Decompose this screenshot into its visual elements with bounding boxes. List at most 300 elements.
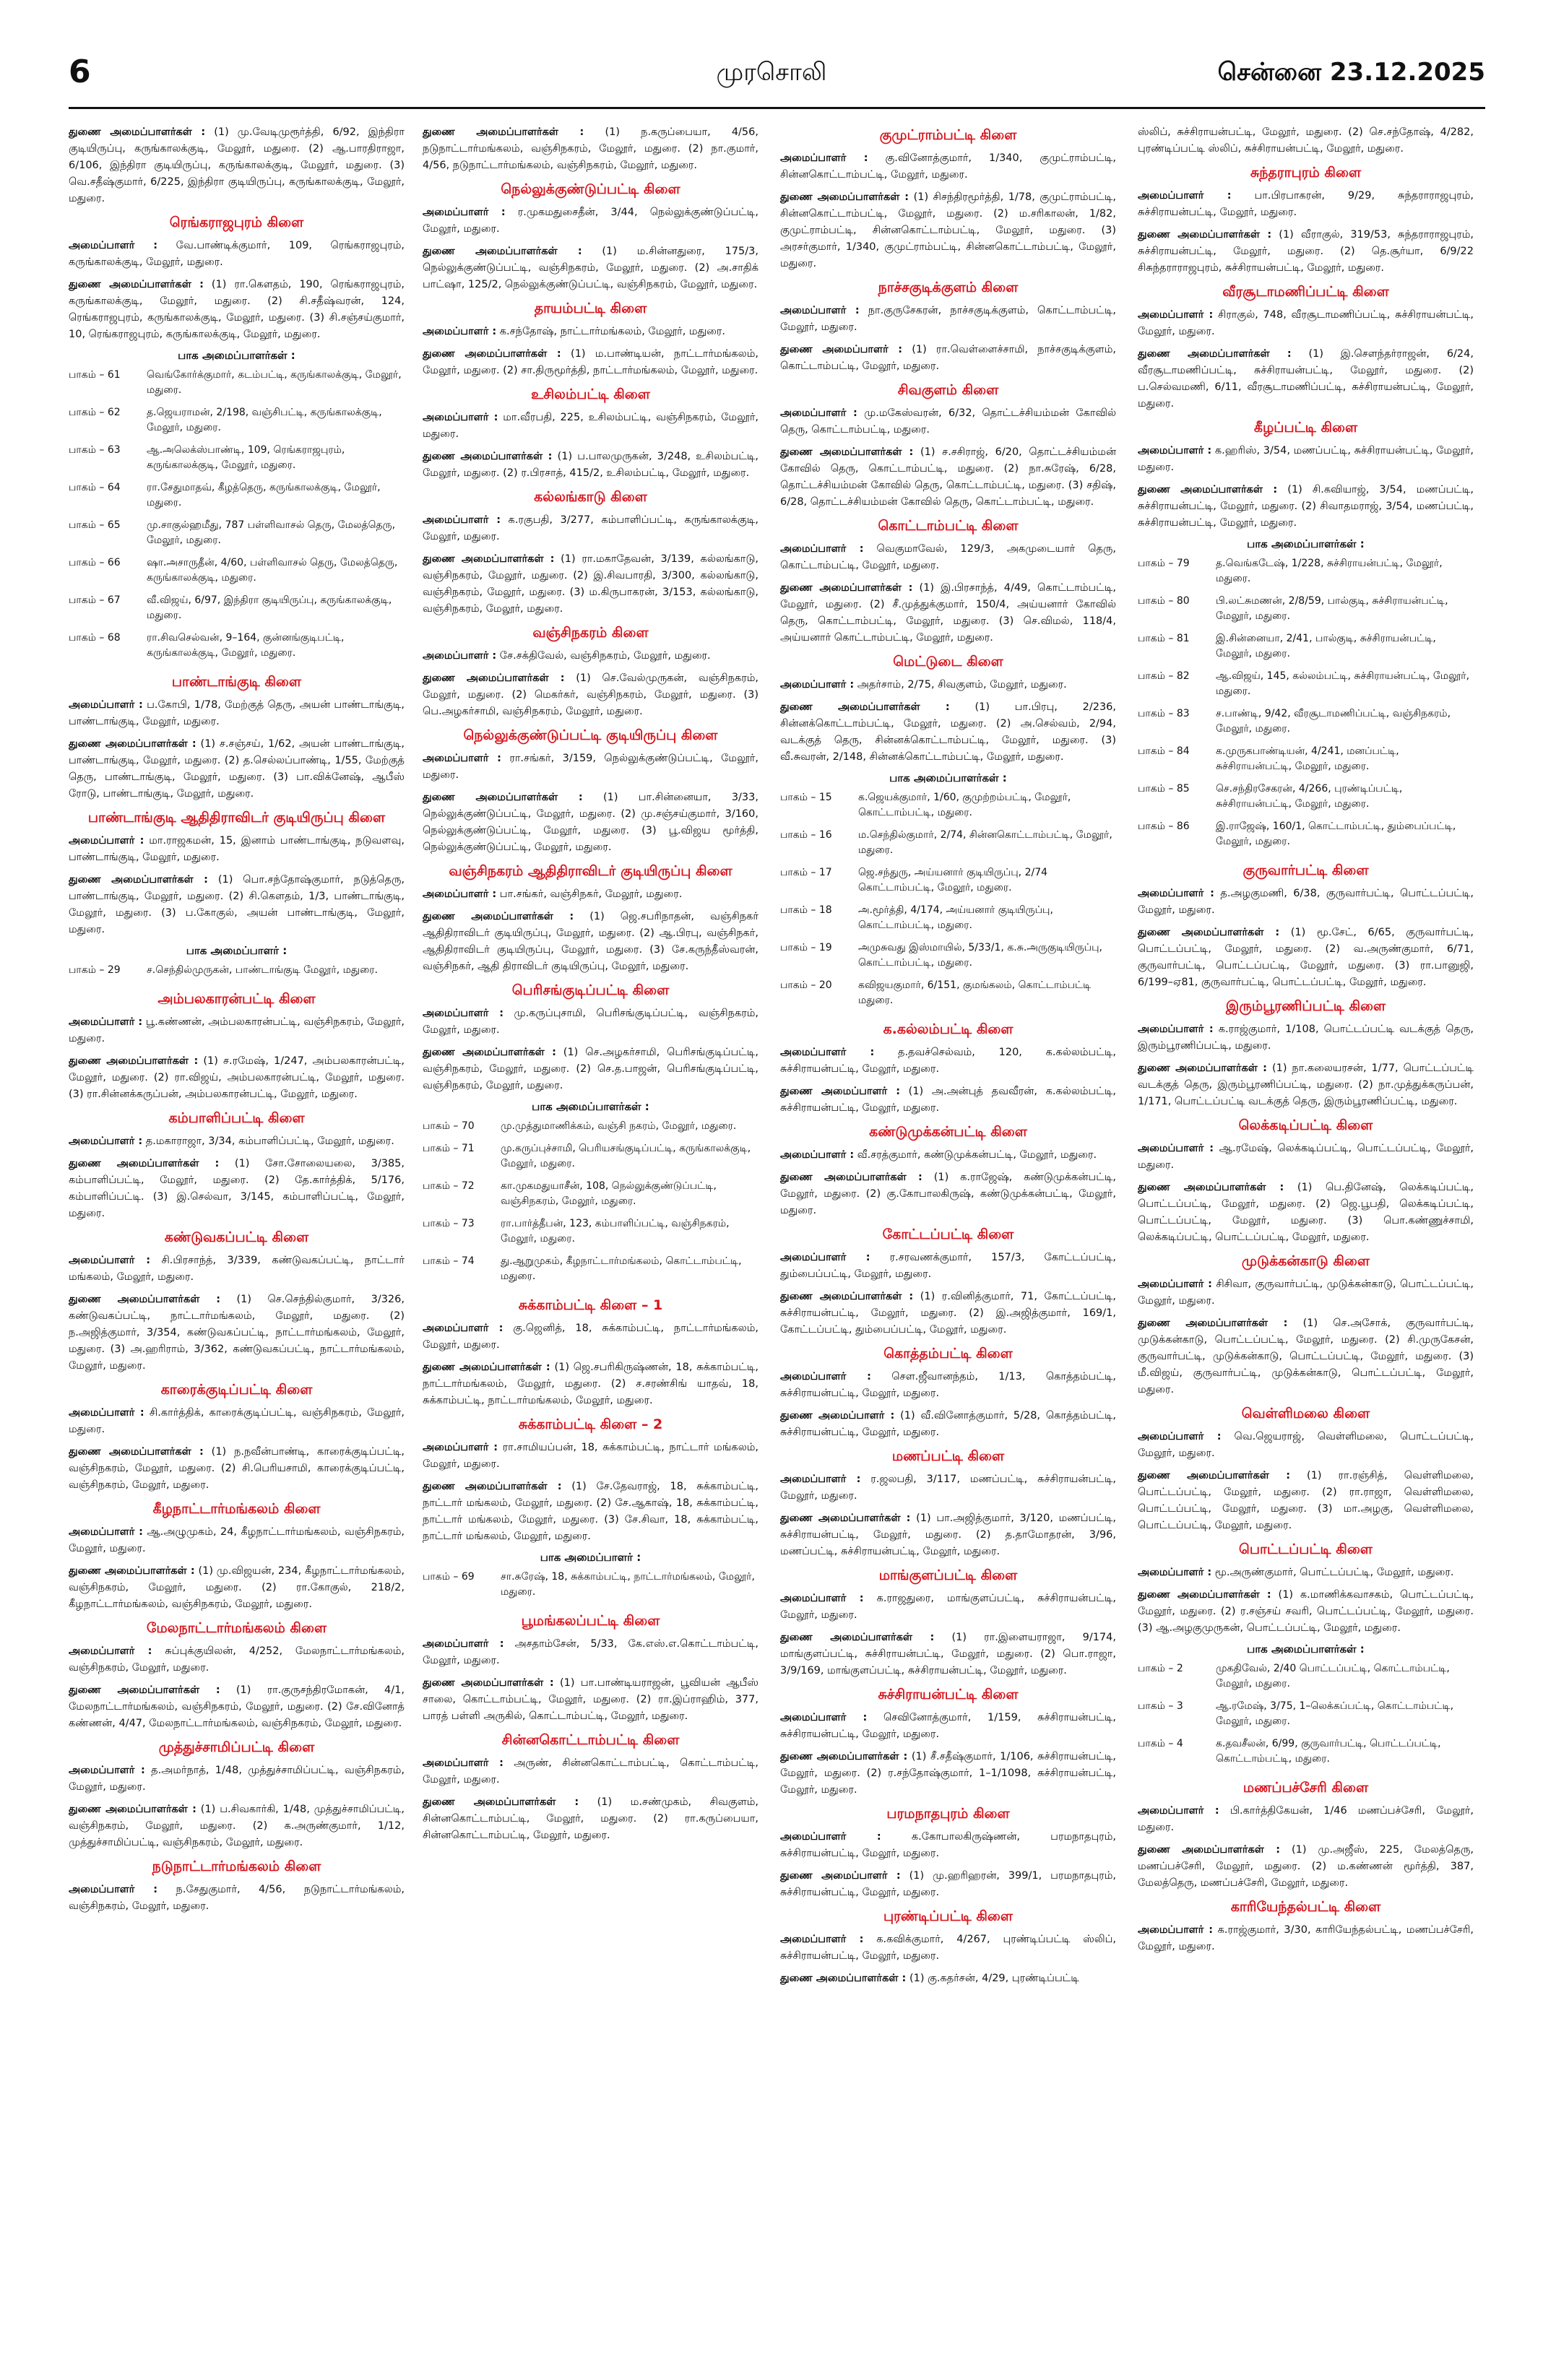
role-label: அமைப்பாளர் :	[423, 753, 501, 764]
office-bearer-entry	[1138, 1468, 1474, 1534]
names-text: (1) க.ராஜேஷ், கண்டுமுக்கன்பட்டி, மேலூர், மதுரை. (2) கு.கோபாலகிருஷ், கண்டுமுக்கன்பட்டி, மேலூர், மதுரை.	[780, 1172, 1116, 1216]
branch-section	[69, 1619, 405, 1732]
role-label: துணை அமைப்பாளர்கள் :	[69, 1804, 196, 1815]
names-text: சே.சக்திவேல், வஞ்சிநகரம், மேலூர், மதுரை.	[499, 650, 711, 662]
names-text: (1) செ.வேல்முருகன், வஞ்சிநகரம், மேலூர், மதுரை. (2) மெகர்கர், வஞ்சிநகரம், மேலூர், மதுரை. (3) பெ.அழகர்சாமி, வஞ்சிநகரம், மேலூர், மதுரை.	[423, 672, 758, 717]
office-bearer-entry	[780, 1591, 1116, 1624]
role-label: அமைப்பாளர் :	[780, 1831, 881, 1843]
role-label: துணை அமைப்பாளர்கள் :	[780, 191, 909, 203]
branch-title: காரியேந்தல்பட்டி கிளை	[1230, 1899, 1381, 1915]
office-bearer-entry	[423, 648, 758, 665]
part-number: பாகம் – 16	[780, 829, 832, 841]
part-number: பாகம் – 61	[69, 369, 121, 381]
office-bearer-entry	[423, 1479, 758, 1545]
role-label: துணை அமைப்பாளர்கள் :	[423, 451, 553, 462]
office-bearer-entry	[69, 1563, 405, 1613]
part-number: பாகம் – 4	[1138, 1738, 1183, 1749]
office-bearer-entry	[1138, 1565, 1474, 1581]
branch-title: சுச்சிராயன்பட்டி கிளை	[878, 1687, 1019, 1702]
names-text: (1) ப.பாலமுருகன், 3/248, உசிலம்பட்டி, மேலூர், மதுரை. (2) ர.பிரசாத், 415/2, உசிலம்பட்டி, மேலூர், மதுரை.	[423, 451, 758, 479]
part-number: பாகம் – 66	[69, 557, 121, 568]
branch-title: முத்துச்சாமிப்பட்டி கிளை	[158, 1739, 315, 1755]
role-label: துணை அமைப்பாளர்கள் :	[69, 874, 208, 886]
branch-title: உசிலம்பட்டி கிளை	[531, 386, 650, 402]
role-label: அமைப்பாளர் :	[423, 326, 497, 337]
branch-section	[1138, 861, 1474, 991]
role-label: துணை அமைப்பாளர்கள் :	[423, 246, 582, 257]
branch-section	[1138, 1778, 1474, 1892]
names-text: வெ.ஜெயராஜ், வெள்ளிமலை, பொட்டப்பட்டி, மேலூர், மதுரை.	[1138, 1431, 1474, 1459]
part-number: பாகம் – 29	[69, 964, 121, 976]
office-bearer-entry	[69, 1291, 405, 1375]
branch-section	[423, 862, 758, 975]
part-number: பாகம் – 84	[1138, 745, 1190, 757]
office-bearer-entry	[423, 909, 758, 975]
names-text: (1) அ.அன்புத் தவவீரன், க.கல்லம்பட்டி, சுச்சிராயன்பட்டி, மேலூர், மதுரை.	[780, 1086, 1116, 1114]
names-text: (1) ரா.மகாதேவன், 3/139, கல்லங்காடு, வஞ்சிநகரம், மேலூர், மதுரை. (2) இ.சிவபாரதி, 3/300, கல்லங்காடு, வஞ்சிநகரம், மேலூர், மதுரை. (3) ம.கிருபாகரன், 3/153, கல்லங்காடு, வஞ்சிநகரம், மேலூர், மதுரை.	[423, 553, 758, 615]
office-bearer-entry	[780, 1868, 1116, 1901]
role-label: துணை அமைப்பாளர்கள் :	[1138, 1182, 1284, 1193]
office-bearer-entry	[780, 303, 1116, 336]
parts-heading: பாக அமைப்பாளர்கள் :	[178, 349, 295, 362]
role-label: துணை அமைப்பாளர்கள் :	[69, 1684, 220, 1696]
office-bearer-entry	[423, 1320, 758, 1354]
office-bearer-entry	[69, 736, 405, 802]
office-bearer-entry	[1138, 1021, 1474, 1055]
names-text: மு.கருப்புசாமி, பெரிசங்குடிப்பட்டி, வஞ்சிநகரம், மேலூர், மதுரை.	[423, 1008, 758, 1036]
names-text: (1) மு.அஜீஸ், 225, மேலத்தெரு, மணப்பச்சேரி, மேலூர், மதுரை. (2) ம.கண்ணன் மூர்த்தி, 387, மேலத்தெரு, மணப்பச்சேரி, மேலூர், மதுரை.	[1138, 1844, 1474, 1889]
part-number: பாகம் – 81	[1138, 633, 1190, 644]
part-number: பாகம் – 19	[780, 942, 832, 953]
role-label: அமைப்பாளர் :	[69, 1526, 143, 1538]
parts-row	[780, 865, 1116, 903]
branch-section	[1138, 1116, 1474, 1246]
role-label: அமைப்பாளர் :	[780, 1593, 864, 1604]
names-text: பூ.கண்ணன், அம்பலகாரன்பட்டி, வஞ்சிநகரம், மேலூர், மதுரை.	[69, 1016, 405, 1044]
role-label: துணை அமைப்பாளர்கள் :	[423, 1481, 562, 1492]
role-label: அமைப்பாளர் :	[1138, 445, 1212, 456]
part-coordinator: ம.செந்தில்குமார், 2/74, சின்னகொட்டாம்பட்டி, மேலூர், மதுரை.	[858, 829, 1112, 856]
branch-section	[69, 1738, 405, 1851]
role-label: அமைப்பாளர் :	[780, 152, 868, 164]
names-text: செவினோத்குமார், 1/159, சுச்சிராயன்பட்டி, சுச்சிராயன்பட்டி, மேலூர், மதுரை.	[780, 1712, 1116, 1740]
names-text: (1) மு.விஜயன், 234, கீழநாட்டார்மங்கலம், வஞ்சிநகரம், மேலூர், மதுரை. (2) ரா.கோகுல், 218/2, கீழநாட்டார்மங்கலம், வஞ்சிநகரம், மேலூர், மதுரை.	[69, 1565, 405, 1610]
branch-title: நெல்லுக்குண்டுப்பட்டி குடியிருப்பு கிளை	[463, 727, 718, 743]
office-bearer-entry	[780, 1471, 1116, 1505]
names-text: (1) ம.சண்முகம், சிவகுளம், சின்னகொட்டாம்பட்டி, மேலூர், மதுரை. (2) ரா.கருப்பையா, சின்னகொட்டாம்பட்டி, மேலூர், மதுரை.	[423, 1796, 758, 1841]
branch-section	[423, 623, 758, 720]
office-bearer-entry	[423, 1044, 758, 1094]
branch-section	[780, 1907, 1116, 1987]
branch-title: பொட்டப்பட்டி கிளை	[1239, 1541, 1373, 1557]
role-label: துணை அமைப்பாளர்கள் :	[780, 1291, 914, 1302]
office-bearer-entry	[423, 551, 758, 618]
office-bearer-entry	[780, 1408, 1116, 1441]
role-label: அமைப்பாளர் :	[69, 835, 144, 847]
branch-section	[780, 1020, 1116, 1117]
names-text: மா.வீரபதி, 225, உசிலம்பட்டி, வஞ்சிநகரம், மேலூர், மதுரை.	[423, 412, 758, 440]
role-label: அமைப்பாளர் :	[1138, 888, 1214, 899]
office-bearer-entry	[69, 1801, 405, 1851]
part-number: பாகம் – 83	[1138, 708, 1190, 719]
branch-section	[423, 1611, 758, 1725]
office-bearer-entry	[1138, 1315, 1474, 1398]
parts-row	[1138, 631, 1474, 669]
branch-section	[1138, 282, 1474, 412]
names-text: (1) ரா.வெள்ளைச்சாமி, நாச்சகுடிக்குளம், கொட்டாம்பட்டி, மேலூர், மதுரை.	[780, 344, 1116, 372]
branch-title: குமுட்ராம்பட்டி கிளை	[879, 127, 1017, 143]
branch-section	[423, 981, 758, 1291]
names-text: சுப்புக்குயிலன், 4/252, மேலநாட்டார்மங்கலம், வஞ்சிநகரம், மேலூர், மதுரை.	[69, 1645, 405, 1674]
role-label: அமைப்பாளர் :	[1138, 1278, 1212, 1290]
names-text: (1) கு.கதர்சன், 4/29, புரண்டிப்பட்டி	[909, 1973, 1079, 1984]
office-bearer-entry	[780, 189, 1116, 272]
branch-section	[780, 1566, 1116, 1679]
part-coordinator: இ.ராஜேஷ், 160/1, கொட்டாம்பட்டி, தும்பைப்பட்டி, மேலூர், மதுரை.	[1216, 821, 1456, 847]
branch-title: வஞ்சிநகரம் கிளை	[532, 625, 649, 641]
role-label: அமைப்பாளர் :	[423, 514, 501, 526]
names-text: ர.முகமதுசைதீன், 3/44, நெல்லுக்குண்டுப்பட்டி, மேலூர், மதுரை.	[423, 207, 758, 235]
names-text: (1) செ.அழகர்சாமி, பெரிசங்குடிப்பட்டி, வஞ்சிநகரம், மேலூர், மதுரை. (2) செ.த.பாஜன், பெரிசங்குடிப்பட்டி, வஞ்சிநகரம், மேலூர், மதுரை.	[423, 1047, 758, 1091]
part-number: பாகம் – 63	[69, 444, 121, 456]
names-text: (1) பா.பாண்டியராஜன், பூவியன் ஆபீஸ் சாலை, கொட்டாம்பட்டி, மேலூர், மதுரை. (2) ரா.இப்ராஹிம், 377, பாரத் பள்ளி அருகில், கொட்டாம்பட்டி, மேலூர், மதுரை.	[423, 1677, 758, 1722]
names-text: சிசிவா, குருவார்பட்டி, முடுக்கன்காடு, பொட்டப்பட்டி, மேலூர், மதுரை.	[1138, 1278, 1474, 1307]
names-text: அதர்சாம், 2/75, சிவகுளம், மேலூர், மதுரை.	[857, 679, 1067, 691]
role-label: துணை அமைப்பாளர்கள் :	[69, 279, 204, 290]
names-text: மூ.அருண்குமார், பொட்டப்பட்டி, மேலூர், மதுரை.	[1214, 1567, 1454, 1578]
branch-title: வீரசூடாமணிப்பட்டி கிளை	[1222, 284, 1389, 300]
branch-section	[780, 1685, 1116, 1799]
role-label: துணை அமைப்பாளர்கள் :	[423, 911, 574, 922]
column-3	[780, 124, 1116, 2363]
office-bearer-entry	[69, 277, 405, 343]
names-text: பா.சங்கர், வஞ்சிநகர், மேலூர், மதுரை.	[499, 888, 683, 900]
office-bearer-entry	[780, 444, 1116, 511]
office-bearer-entry	[423, 1794, 758, 1844]
names-text: ப.கோபி, 1/78, மேற்குத் தெரு, அயன் பாண்டாங்குடி, பாண்டாங்குடி, மேலூர், மதுரை.	[69, 699, 405, 727]
office-bearer-entry	[780, 1829, 1116, 1862]
parts-row	[780, 828, 1116, 865]
branch-section	[1138, 1404, 1474, 1534]
office-bearer-entry	[1138, 1429, 1474, 1462]
parts-row	[780, 978, 1116, 1016]
branch-section	[780, 381, 1116, 511]
branch-title: சிவகுளம் கிளை	[897, 382, 999, 398]
names-text: (1) ச.சஞ்சய், 1/62, அயன் பாண்டாங்குடி, பாண்டாங்குடி, மேலூர், மதுரை. (2) த.செல்லப்பாண்டி, 1/55, மேற்குத் தெரு, பாண்டாங்குடி, மேலூர், மதுரை. (3) பா.விக்னேஷ், ஆபீஸ் ரோடு, பாண்டாங்குடி, மேலூர், மதுரை.	[69, 738, 405, 800]
part-coordinator: க.தவசீலன், 6/99, குருவார்பட்டி, பொட்டப்பட்டி, கொட்டாம்பட்டி, மதுரை.	[1216, 1738, 1441, 1765]
office-bearer-entry	[423, 1636, 758, 1669]
role-label: துணை அமைப்பாளர்கள் :	[423, 1047, 556, 1058]
office-bearer-entry	[780, 342, 1116, 375]
role-label: அமைப்பாளர் :	[423, 1638, 504, 1650]
parts-row	[69, 963, 405, 985]
branch-title: கண்டுவகப்பட்டி கிளை	[164, 1229, 309, 1245]
names-text: (1) ரா.ரஞ்சித், வெள்ளிமலை, பொட்டப்பட்டி, மேலூர், மதுரை. (2) ரா.ராஜா, வெள்ளிமலை, பொட்டப்பட்டி, மேலூர், மதுரை. (3) மா.அழகு, வெள்ளிமலை, பொட்டப்பட்டி, மேலூர், மதுரை.	[1138, 1470, 1474, 1531]
parts-row	[423, 1141, 758, 1179]
branch-title: நெல்லுக்குண்டுப்பட்டி கிளை	[501, 181, 680, 197]
part-coordinator: செ.சந்திரசேகரன், 4/266, புரண்டிப்பட்டி, சுச்சிராயன்பட்டி, மேலூர், மதுரை.	[1216, 783, 1403, 810]
column-2	[423, 124, 758, 2363]
role-label: துணை அமைப்பாளர்கள் :	[780, 701, 950, 713]
branch-title: நாச்சகுடிக்குளம் கிளை	[878, 280, 1019, 295]
parts-row	[1138, 669, 1474, 706]
office-bearer-entry	[1138, 1180, 1474, 1246]
parts-row	[780, 903, 1116, 940]
part-coordinator: மு.கருப்புச்சாமி, பெரியசங்குடிப்பட்டி, கருங்காலக்குடி, மேலூர், மதுரை.	[501, 1143, 751, 1169]
names-text: (1) வீராகுல், 319/53, சுந்தராராஜபுரம், சுச்சிராயன்பட்டி, மேலூர், மதுரை. (2) தெ.சூர்யா, 6/9/22 சிசுந்தராராஜபுரம், சுச்சிராயன்பட்டி, மேலூர், மதுரை.	[1138, 229, 1474, 274]
role-label: அமைப்பாளர் :	[780, 407, 857, 419]
office-bearer-entry	[1138, 1803, 1474, 1836]
branch-section	[1138, 124, 1474, 157]
role-label: துணை அமைப்பாளர்கள் :	[1138, 1844, 1281, 1856]
role-label: அமைப்பாளர் :	[69, 1255, 150, 1266]
branch-section	[780, 1447, 1116, 1560]
names-text: வே.பாண்டிக்குமார், 109, ரெங்கராஜபுரம், கருங்காலக்குடி, மேலூர், மதுரை.	[69, 240, 405, 268]
part-coordinator: க.ஜெயக்குமார், 1/60, குமுற்றம்பட்டி, மேலூர், கொட்டாம்பட்டி, மதுரை.	[858, 792, 1071, 818]
office-bearer-entry	[423, 789, 758, 856]
city-date: சென்னை 23.12.2025	[1217, 58, 1485, 87]
names-text: அருண், சின்னகொட்டாம்பட்டி, கொட்டாம்பட்டி, மேலூர், மதுரை.	[423, 1757, 758, 1786]
names-text: ஆ.அழுமுகம், 24, கீழநாட்டார்மங்கலம், வஞ்சிநகரம், மேலூர், மதுரை.	[69, 1526, 405, 1554]
role-label: துணை அமைப்பாளர்கள் :	[1138, 1063, 1267, 1074]
names-text: (1) வீ.வினோத்குமார், 5/28, கொத்தம்பட்டி, சுச்சிராயன்பட்டி, மேலூர், மதுரை.	[780, 1410, 1116, 1438]
part-coordinator: ச.செந்தில்முருகன், பாண்டாங்குடி மேலூர், மதுரை.	[147, 964, 378, 976]
part-coordinator: மு.முத்துமாணிக்கம், வஞ்சி நகரம், மேலூர், மதுரை.	[501, 1120, 737, 1132]
role-label: அமைப்பாளர் :	[423, 207, 506, 218]
role-label: துணை அமைப்பாளர்கள் :	[1138, 1317, 1288, 1329]
branch-title: கீழநாட்டார்மங்கலம் கிளை	[152, 1501, 321, 1517]
branch-title: வஞ்சிநகரம் ஆதிதிராவிடர் குடியிருப்பு கிளை	[449, 863, 732, 879]
branch-section	[1138, 1540, 1474, 1774]
masthead	[0, 0, 1543, 101]
role-label: துணை அமைப்பாளர்கள் :	[69, 1055, 199, 1067]
part-number: பாகம் – 82	[1138, 670, 1190, 682]
branch-title: சின்னகொட்டாம்பட்டி கிளை	[501, 1732, 680, 1748]
branch-section	[780, 1804, 1116, 1901]
branch-title: தாயம்பட்டி கிளை	[534, 300, 647, 316]
role-label: அமைப்பாளர் :	[780, 1934, 864, 1945]
part-coordinator: இ.சின்னையா, 2/41, பால்குடி, சுச்சிராயன்பட்டி, மேலூர், மதுரை.	[1216, 633, 1436, 659]
names-text: (1) மு.வேடிமுரூர்த்தி, 6/92, இந்திரா குடியிருப்பு, கருங்காலக்குடி, மேலூர், மதுரை. (2) ஆ.பாரதிராஜா, 6/106, இந்திரா குடியிருப்பு, கருங்காலக்குடி, மேலூர், மதுரை. (3) வெ.சதீஷ்குமார், 6/225, இந்திரா குடியிருப்பு, கருங்காலக்குடி, மேலூர், மதுரை.	[69, 126, 405, 204]
office-bearer-entry	[69, 124, 405, 207]
office-bearer-entry	[423, 1359, 758, 1409]
branch-section	[1138, 418, 1474, 857]
part-number: பாகம் – 79	[1138, 558, 1190, 569]
names-text: வெகுமாவேல், 129/3, அகமுடையார் தெரு, கொட்டாம்பட்டி, மேலூர், மதுரை.	[780, 543, 1116, 571]
role-label: துணை அமைப்பாளர்கள் :	[69, 1158, 220, 1169]
branch-title: புரண்டிப்பட்டி கிளை	[883, 1908, 1013, 1924]
names-text: சி.பிரசாந்த், 3/339, கண்டுவகப்பட்டி, நாட்டார் மங்கலம், மேலூர், மதுரை.	[69, 1255, 405, 1283]
role-label: அமைப்பாளர் :	[780, 1252, 870, 1263]
branch-title: பூமங்கலப்பட்டி கிளை	[521, 1613, 660, 1629]
branch-section	[780, 1225, 1116, 1338]
names-text: (1) பொ.சந்தோஷ்குமார், நடுத்தெரு, பாண்டாங்குடி, மேலூர், மதுரை. (2) சி.கௌதம், 1/3, பாண்டாங்குடி, மேலூர், மதுரை. (3) ப.கோகுல், அயன் பாண்டாங்குடி, மேலூர், மதுரை.	[69, 874, 405, 935]
branch-title: சுக்காம்பட்டி கிளை – 2	[518, 1416, 663, 1432]
part-coordinator: ஜெ.சந்துரு, அய்யனார் குடியிருப்பு, 2/74 கொட்டாம்பட்டி, மேலூர், மதுரை.	[858, 867, 1048, 893]
office-bearer-entry	[423, 204, 758, 238]
names-text: (1) ச.சசிராஜ், 6/20, தொட்டச்சியம்மன் கோவில் தெரு, கொட்டாம்பட்டி, மதுரை. (2) நா.சுரேஷ், 6/28, தொட்டச்சியம்மன் கோவில் தெரு, கொட்டாம்பட்டி, மதுரை. (3) சதிஷ், 6/28, தொட்டச்சியம்மன் கோவில் தெரு, கொட்டாம்பட்டி, மதுரை.	[780, 446, 1116, 508]
role-label: அமைப்பாளர் :	[1138, 1143, 1214, 1154]
office-bearer-entry	[69, 833, 405, 866]
role-label: அமைப்பாளர் :	[69, 699, 143, 711]
branch-section	[780, 126, 1116, 272]
names-text: க.கோபாலகிருஷ்ணன், பரமநாதபுரம், சுச்சிராயன்பட்டி, மேலூர், மதுரை.	[780, 1831, 1116, 1859]
names-text: த.தவச்செல்வம், 120, க.கல்லம்பட்டி, சுச்சிராயன்பட்டி, மேலூர், மதுரை.	[780, 1047, 1116, 1075]
office-bearer-entry	[423, 886, 758, 903]
names-text: (1) மு.ஹரிஹரன், 399/1, பரமநாதபுரம், சுச்சிராயன்பட்டி, மேலூர், மதுரை.	[780, 1870, 1116, 1898]
names-text: ஆ.ரமேஷ், லெக்கடிப்பட்டி, பொட்டப்பட்டி, மேலூர், மதுரை.	[1138, 1143, 1474, 1171]
office-bearer-entry	[780, 405, 1116, 438]
parts-row	[69, 555, 405, 593]
names-text: ஸ்லிப், சுச்சிராயன்பட்டி, மேலூர், மதுரை. (2) செ.சந்தோஷ், 4/282, புரண்டிப்பட்டி ஸ்லிப், சுச்சிராயன்பட்டி, மேலூர், மதுரை.	[1138, 126, 1474, 155]
office-bearer-entry	[423, 1005, 758, 1039]
office-bearer-entry	[69, 697, 405, 730]
part-number: பாகம் – 71	[423, 1143, 475, 1154]
parts-heading: பாக அமைப்பாளர் :	[540, 1551, 641, 1564]
role-label: துணை அமைப்பாளர்கள் :	[780, 1513, 911, 1524]
role-label: துணை அமைப்பாளர்கள் :	[423, 672, 565, 684]
column-1	[69, 124, 405, 2363]
part-coordinator: பி.லட்சுமணன், 2/8/59, பால்குடி, சுச்சிராயன்பட்டி, மேலூர், மதுரை.	[1216, 595, 1448, 622]
parts-row	[69, 518, 405, 555]
branch-title: கண்டுமுக்கன்பட்டி கிளை	[869, 1124, 1027, 1140]
names-text: க.ரகுபதி, 3/277, கம்பாளிப்பட்டி, கருங்காலக்குடி, மேலூர், மதுரை.	[423, 514, 758, 542]
office-bearer-entry	[780, 1147, 1116, 1164]
office-bearer-entry	[780, 1169, 1116, 1219]
branch-section	[423, 1731, 758, 1844]
parts-row	[1138, 1661, 1474, 1699]
office-bearer-entry	[780, 1970, 1116, 1987]
role-label: அமைப்பாளர் :	[780, 1371, 871, 1382]
role-label: அமைப்பாளர் :	[423, 650, 497, 662]
branch-section	[780, 278, 1116, 375]
role-label: அமைப்பாளர் :	[423, 1008, 504, 1019]
parts-table	[69, 368, 405, 668]
part-number: பாகம் – 17	[780, 867, 832, 878]
branch-section	[69, 124, 405, 207]
branch-title: பெரிசங்குடிப்பட்டி கிளை	[511, 982, 670, 998]
parts-row	[1138, 556, 1474, 594]
branch-title: க.கல்லம்பட்டி கிளை	[883, 1021, 1013, 1037]
office-bearer-entry	[1138, 886, 1474, 919]
header-rule	[69, 107, 1485, 109]
office-bearer-entry	[69, 1643, 405, 1676]
part-coordinator: ஆ.அலெக்ஸ்பாண்டி, 109, ரெங்கராஜபுரம், கருங்காலக்குடி, மேலூர், மதுரை.	[147, 444, 345, 471]
role-label: துணை அமைப்பாளர்கள் :	[423, 1362, 550, 1373]
role-label: அமைப்பாளர் :	[1138, 1567, 1212, 1578]
names-text: ந.சேதுகுமார், 4/56, நடுநாட்டார்மங்கலம், வஞ்சிநகரம், மேலூர், மதுரை.	[69, 1884, 405, 1912]
role-label: அமைப்பாளர் :	[1138, 1431, 1222, 1442]
branch-title: அம்பலகாரன்பட்டி கிளை	[157, 991, 316, 1007]
part-coordinator: முகதிவேல், 2/40 பொட்டப்பட்டி, கொட்டாம்பட்டி, மேலூர், மதுரை.	[1216, 1663, 1450, 1689]
office-bearer-entry	[69, 1444, 405, 1494]
role-label: துணை அமைப்பாளர்கள் :	[69, 1565, 195, 1577]
parts-table	[1138, 1661, 1474, 1774]
role-label: அமைப்பாளர் :	[423, 412, 498, 423]
part-number: பாகம் – 85	[1138, 783, 1190, 795]
names-text: (1) ர.வினித்குமார், 71, கோட்டப்பட்டி, சுச்சிராயன்பட்டி, மேலூர், மதுரை. (2) இ.அஜித்குமார், 169/1, கோட்டப்பட்டி, தும்பைப்பட்டி, மேலூர், மதுரை.	[780, 1291, 1116, 1336]
part-coordinator: த.ஜெயராமன், 2/198, வஞ்சிபட்டி, கருங்காலக்குடி, மேலூர், மதுரை.	[147, 407, 382, 433]
role-label: அமைப்பாளர் :	[780, 1047, 875, 1058]
names-text: (1) ப.சிவகார்கி, 1/48, முத்துச்சாமிப்பட்டி, வஞ்சிநகரம், மேலூர், மதுரை. (2) க.அருண்குமார், 1/12, முத்துச்சாமிப்பட்டி, வஞ்சிநகரம், மேலூர், மதுரை.	[69, 1804, 405, 1848]
office-bearer-entry	[69, 1882, 405, 1915]
names-text: பி.கார்த்திகேயன், 1/46 மணப்பச்சேரி, மேலூர், மதுரை.	[1138, 1805, 1474, 1833]
names-text: க.சந்தோஷ், நாட்டார்மங்கலம், மேலூர், மதுரை.	[499, 326, 725, 337]
part-number: பாகம் – 70	[423, 1120, 475, 1132]
role-label: துணை அமைப்பாளர்கள் :	[780, 1973, 907, 1984]
office-bearer-entry	[780, 1289, 1116, 1338]
office-bearer-entry	[780, 1083, 1116, 1117]
branch-section	[69, 1380, 405, 1494]
office-bearer-entry	[780, 1630, 1116, 1679]
role-label: துணை அமைப்பாளர்கள் :	[423, 553, 555, 565]
part-coordinator: வீ.விஜய், 6/97, இந்திரா குடியிருப்பு, கருங்காலக்குடி, மதுரை.	[147, 594, 392, 621]
office-bearer-entry	[69, 1682, 405, 1732]
part-number: பாகம் – 69	[423, 1571, 475, 1583]
names-text: (1) ந.கருப்பையா, 4/56, நடுநாட்டார்மங்கலம், வஞ்சிநகரம், மேலூர், மதுரை. (2) நா.குமார், 4/56, நடுநாட்டார்மங்கலம், வஞ்சிநகரம், மேலூர், மதுரை.	[423, 126, 758, 171]
branch-section	[423, 180, 758, 293]
role-label: துணை அமைப்பாளர்கள் :	[1138, 927, 1280, 938]
branch-section	[1138, 997, 1474, 1110]
role-label: துணை அமைப்பாளர்கள் :	[423, 1796, 579, 1808]
role-label: துணை அமைப்பாளர்கள் :	[780, 446, 914, 458]
branch-section	[69, 1500, 405, 1613]
parts-row	[1138, 744, 1474, 782]
names-text: சி.கார்த்திக், காரைக்குடிப்பட்டி, வஞ்சிநகரம், மேலூர், மதுரை.	[69, 1407, 405, 1435]
names-text: அசதாம்சேன், 5/33, கே.எஸ்.எ.கொட்டாம்பட்டி, மேலூர், மதுரை.	[423, 1638, 758, 1666]
parts-row	[69, 480, 405, 518]
names-text: க.ராஜதுரை, மாங்குளப்பட்டி, சுச்சிராயன்பட்டி, மேலூர், மதுரை.	[780, 1593, 1116, 1621]
part-coordinator: கவிஜயகுமார், 6/151, குமங்கலம், கொட்டாம்பட்டி மதுரை.	[858, 979, 1092, 1006]
office-bearer-entry	[780, 1931, 1116, 1965]
part-number: பாகம் – 67	[69, 594, 121, 606]
branch-title: காரைக்குடிப்பட்டி கிளை	[160, 1382, 313, 1398]
office-bearer-entry	[1138, 1276, 1474, 1310]
parts-row	[1138, 706, 1474, 744]
branch-section	[1138, 1252, 1474, 1398]
names-text: க.ராஜ்குமார், 3/30, காரியேந்தல்பட்டி, மணப்பச்சேரி, மேலூர், மதுரை.	[1138, 1924, 1474, 1952]
part-number: பாகம் – 86	[1138, 821, 1190, 832]
branch-title: குருவார்பட்டி கிளை	[1242, 862, 1369, 878]
role-label: துணை அமைப்பாளர்கள் :	[1138, 229, 1272, 241]
branch-section	[780, 1344, 1116, 1441]
role-label: அமைப்பாளர் :	[780, 1474, 861, 1485]
parts-row	[1138, 594, 1474, 631]
names-text: ர.ஜலபதி, 3/117, மணப்பட்டி, சுச்சிராயன்பட்டி, மேலூர், மதுரை.	[780, 1474, 1116, 1502]
parts-heading: பாக அமைப்பாளர் :	[186, 944, 288, 957]
part-coordinator: அமுசுவது இஸ்மாயில், 5/33/1, க.சு.அருகுடியிருப்பு, கொட்டாம்பட்டி, மதுரை.	[858, 942, 1102, 969]
names-text: (1) ந.நவீன்பாண்டி, காரைக்குடிப்பட்டி, வஞ்சிநகரம், மேலூர், மதுரை. (2) சி.பெரியசாமி, காரைக்குடிப்பட்டி, வஞ்சிநகரம், மேலூர், மதுரை.	[69, 1446, 405, 1491]
branch-title: சுந்தராபுரம் கிளை	[1250, 165, 1362, 181]
role-label: துணை அமைப்பாளர்கள் :	[69, 738, 196, 750]
branch-title: மணப்பச்சேரி கிளை	[1242, 1780, 1369, 1796]
office-bearer-entry	[1138, 443, 1474, 476]
role-label: அமைப்பாளர் :	[69, 1765, 145, 1776]
parts-row	[423, 1119, 758, 1141]
office-bearer-entry	[69, 1405, 405, 1438]
branch-section	[69, 1109, 405, 1222]
parts-heading: பாக அமைப்பாளர்கள் :	[1247, 1643, 1365, 1656]
names-text: (1) சே.தேவராஜ், 18, சுக்காம்பட்டி, நாட்டார் மங்கலம், மேலூர், மதுரை. (2) சே.ஆகாஷ், 18, சுக்காம்பட்டி, நாட்டார் மங்கலம், மேலூர், மதுரை. (3) சே.சிவா, 18, சுக்காம்பட்டி, நாட்டார் மங்கலம், மேலூர், மதுரை.	[423, 1481, 758, 1542]
branch-section	[423, 1415, 758, 1607]
names-text: (1) செ.அசோக், குருவார்பட்டி, முடுக்கன்காடு, பொட்டப்பட்டி, மேலூர், மதுரை. (2) சி.முருகேசன், குருவார்பட்டி, முடுக்கன்காடு, பொட்டப்பட்டி, மேலூர், மதுரை. (3) மீ.விஜய், குருவார்பட்டி, முடுக்கன்காடு, பொட்டப்பட்டி, மேலூர், மதுரை.	[1138, 1317, 1474, 1395]
part-number: பாகம் – 65	[69, 519, 121, 531]
parts-row	[1138, 819, 1474, 857]
part-coordinator: வெங்கோர்க்குமார், கடம்பட்டி, கருங்காலக்குடி, மேலூர், மதுரை.	[147, 369, 402, 396]
role-label: அமைப்பாளர் :	[780, 679, 855, 691]
part-coordinator: ஆ.விஜய், 145, கல்லம்பட்டி, சுச்சிராயன்பட்டி, மேலூர், மதுரை.	[1216, 670, 1470, 697]
parts-heading: பாக அமைப்பாளர்கள் :	[532, 1100, 649, 1113]
